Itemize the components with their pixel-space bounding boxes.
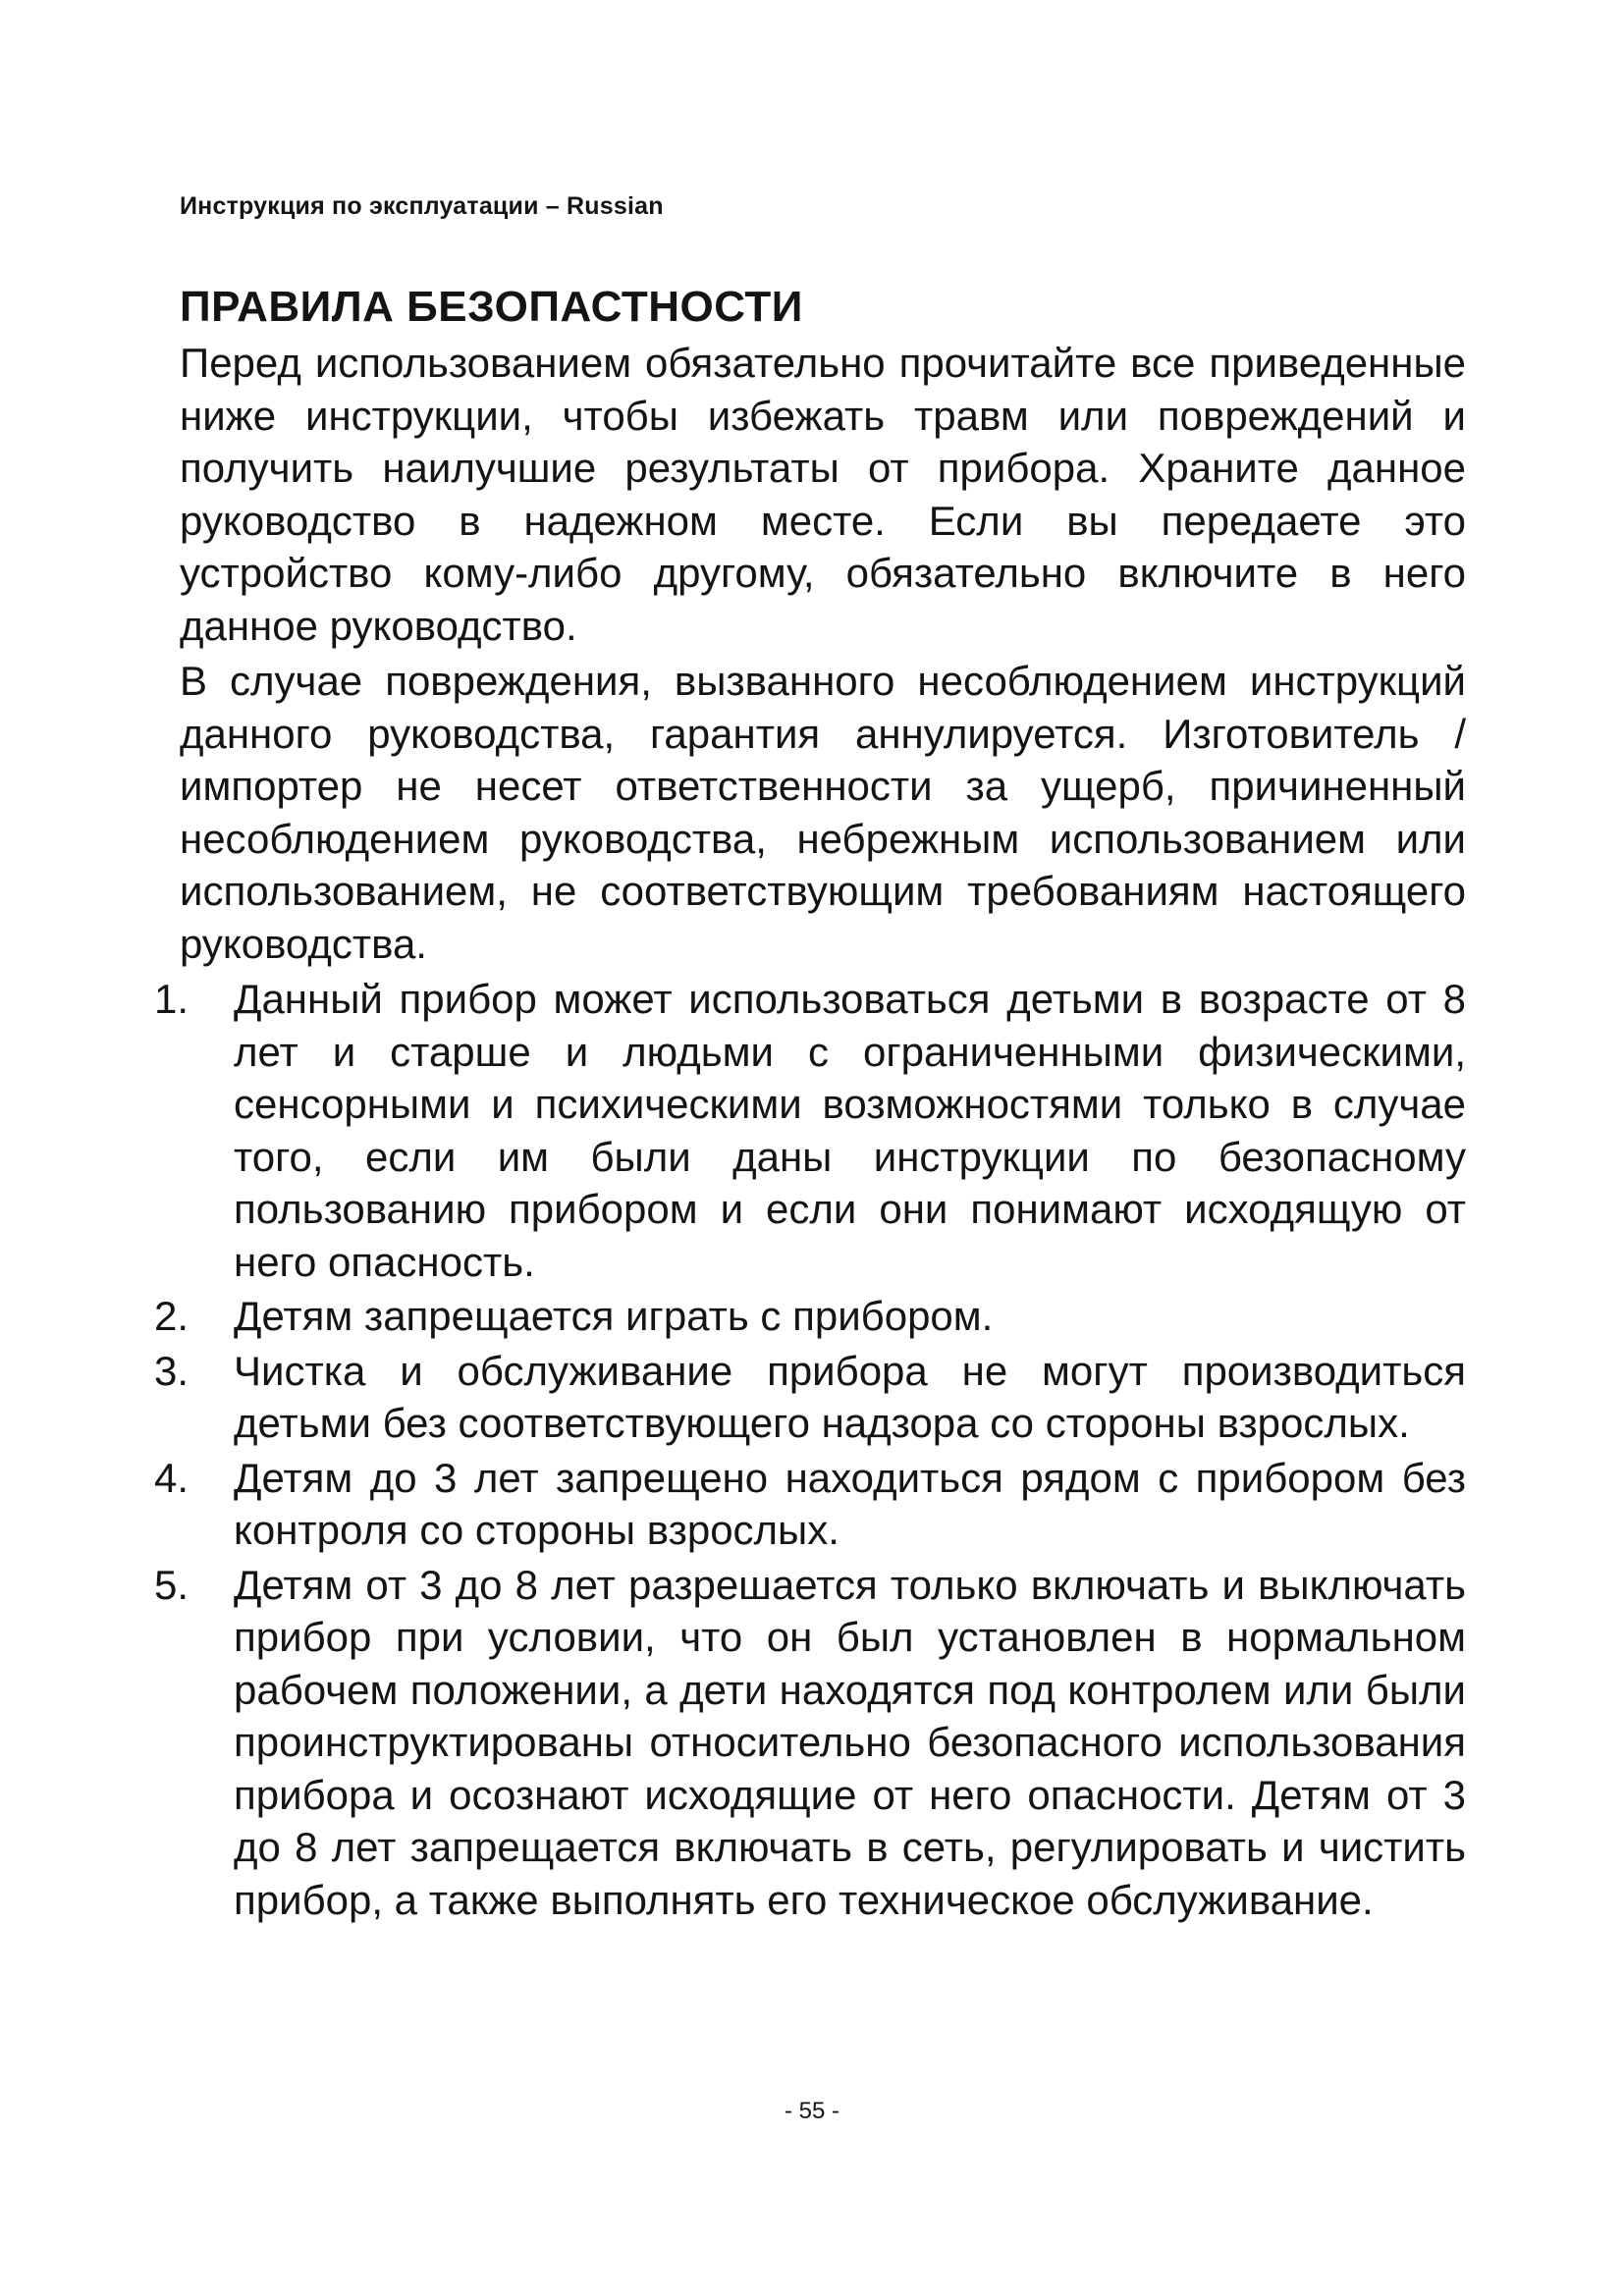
list-item — [154, 1345, 1466, 1450]
safety-section — [154, 278, 1466, 1928]
intro-paragraph: Перед использованием обязательно прочитайте все приведенные ниже инструкции, чтобы избежать травм или повреждений и получить наилучшие результаты от прибора. Храните данное руководство в надежном месте. Если вы передаете это устройство кому-либо другому, обязательно включите в него данное руководство. — [180, 340, 1466, 649]
list-item-number: 3. — [154, 1347, 189, 1394]
list-item-number: 5. — [154, 1561, 189, 1608]
list-item-number: 2. — [154, 1293, 189, 1339]
section-title: ПРАВИЛА БЕЗОПАСТНОСТИ — [180, 283, 803, 331]
list-item-text: Данный прибор может использоваться детьми в возрасте от 8 лет и старше и людьми с ограниченными физическими, сенсорными и психическими возможностями только в случае того, если им были даны инструкции по безопасному пользованию прибором и если они понимают исходящую от него опасность. — [234, 976, 1466, 1285]
page-number: - 55 - — [784, 2098, 839, 2124]
list-item — [154, 973, 1466, 1288]
list-item-number: 4. — [154, 1454, 189, 1501]
list-item-text: Детям до 3 лет запрещено находиться рядом с прибором без контроля со стороны взрослых. — [234, 1454, 1466, 1553]
list-item-text: Чистка и обслуживание прибора не могут производиться детьми без соответствующего надзора со стороны взрослых. — [234, 1347, 1466, 1446]
list-item — [154, 1290, 1466, 1343]
list-item — [154, 1559, 1466, 1927]
list-item — [154, 1452, 1466, 1557]
list-item-number: 1. — [154, 976, 189, 1022]
list-item-text: Детям от 3 до 8 лет разрешается только включать и выключать прибор при условии, что он был установлен в нормальном рабочем положении, а дети находятся под контролем или были проинструктированы относительно безопасного использования прибора и осознают исходящие от него опасности. Детям от 3 до 8 лет запрещается включать в сеть, регулировать и чистить прибор, а также выполнять его техническое обслуживание. — [234, 1561, 1466, 1923]
safety-rules-list — [154, 973, 1466, 1926]
running-header: Инструкция по эксплуатации – Russian — [180, 192, 664, 220]
warranty-paragraph: В случае повреждения, вызванного несоблюдением инструкций данного руководства, гарантия аннулируется. Изготовитель / импортер не несет ответственности за ущерб, причиненный несоблюдением руководства, небрежным использованием или использованием, не соответствующим требованиям настоящего руководства. — [180, 658, 1466, 967]
list-item-text: Детям запрещается играть с прибором. — [234, 1293, 994, 1339]
